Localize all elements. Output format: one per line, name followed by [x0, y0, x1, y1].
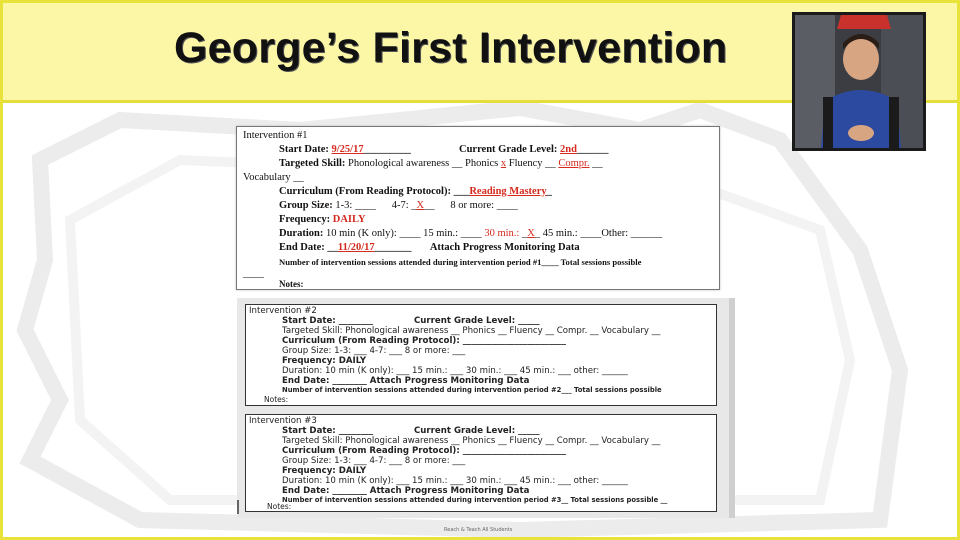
grade-level-value: 2nd — [560, 144, 577, 155]
end-date-value: 11/20/17 — [337, 242, 375, 253]
curriculum-value: Reading Mastery — [469, 186, 547, 197]
targeted-skill-label: Targeted Skill: — [279, 158, 346, 169]
skill-options-b: Fluency __ — [508, 158, 556, 169]
skill-phonics-mark: x — [500, 158, 507, 169]
form-heading: Intervention #2 — [249, 306, 317, 316]
skill-compr: Compr. — [558, 158, 590, 169]
sessions-line: Number of intervention sessions attended during intervention period #2___ Total sessions possible — [282, 386, 662, 394]
sessions-line: Number of intervention sessions attended during intervention period #1____ Total sessions possible — [279, 257, 642, 267]
duration-label: Duration: — [279, 228, 324, 239]
group-size-line: Group Size: 1-3: ___ 4-7: ___ 8 or more: ___ — [282, 456, 466, 466]
group-size-a: 1-3: ____ — [335, 200, 376, 211]
duration-30: 30 min.: — [484, 228, 520, 239]
grade-level-line: Current Grade Level: _____ — [414, 426, 540, 436]
frequency-value: DAILY — [332, 214, 366, 225]
frequency-line: Frequency: DAILY — [282, 356, 367, 366]
slide-title: George’s First Intervention — [174, 24, 728, 72]
duration-b: 45 min.: ____Other: ______ — [542, 228, 663, 239]
group-size-mark: X — [416, 200, 425, 211]
notes-label: Notes: — [279, 279, 304, 289]
grade-level-line: Current Grade Level: _____ — [414, 316, 540, 326]
intervention-3-form — [245, 414, 717, 512]
group-size-b: 4-7: — [391, 200, 409, 211]
end-date-label: End Date: — [279, 242, 325, 253]
skill-tail: __ — [592, 158, 603, 169]
duration-a: 10 min (K only): ____ 15 min.: ____ — [325, 228, 482, 239]
grade-level-label: Current Grade Level: — [459, 144, 558, 155]
duration-line: Duration: 10 min (K only): ___ 15 min.: ___ 30 min.: ___ 45 min.: ___ other: ______ — [282, 366, 628, 376]
group-size-line: Group Size: 1-3: ___ 4-7: ___ 8 or more: ___ — [282, 346, 466, 356]
curriculum-line: Curriculum (From Reading Protocol): ________________________ — [282, 446, 566, 456]
targeted-skill-line: Targeted Skill: Phonological awareness __ Phonics __ Fluency __ Compr. __ Vocabulary __ — [282, 436, 661, 446]
frequency-line: Frequency: DAILY — [282, 466, 367, 476]
targeted-skill-line: Targeted Skill: Phonological awareness __ Phonics __ Fluency __ Compr. __ Vocabulary __ — [282, 326, 661, 336]
form-heading: Intervention #3 — [249, 416, 317, 426]
duration-line: Duration: 10 min (K only): ___ 15 min.: ___ 30 min.: ___ 45 min.: ___ other: ______ — [282, 476, 628, 486]
intervention-3-notes-label: Notes: — [267, 502, 292, 511]
form-heading: Intervention #1 — [243, 130, 308, 141]
sessions-line: Number of intervention sessions attended during intervention period #3__ Total sessions possible __ — [282, 496, 668, 504]
group-size-c: 8 or more: ____ — [450, 200, 518, 211]
start-date-line: Start Date: ________ — [282, 426, 374, 436]
frequency-label: Frequency: — [279, 214, 331, 225]
start-date-label: Start Date: — [279, 144, 329, 155]
sessions-blank: ____ — [243, 268, 264, 279]
start-date-line: Start Date: ________ — [282, 316, 374, 326]
duration-mark: X — [527, 228, 535, 239]
curriculum-line: Curriculum (From Reading Protocol): ________________________ — [282, 336, 566, 346]
vocabulary-option: Vocabulary __ — [243, 172, 304, 183]
group-size-label: Group Size: — [279, 200, 333, 211]
end-date-line: End Date: ________ Attach Progress Monitoring Data — [282, 486, 530, 496]
page-edge-mark — [237, 500, 239, 514]
start-date-value: 9/25/17 — [331, 144, 364, 155]
curriculum-label: Curriculum (From Reading Protocol): — [279, 186, 451, 197]
footer-caption: Reach & Teach All Students — [444, 527, 513, 533]
intervention-1-form: Intervention #1 Start Date: 9/25/17_________ Current Grade Level: 2nd______ Targeted Skill: Phonological awareness __ Phonics x Fluency __ Compr. __ Vocabulary __ Curriculum (From Reading Protocol): ___Reading Mastery_ Group Size: 1-3: ____ 4-7: _X__ 8 or more: ____ Frequency: DAILY Duration: 10 min (K only): ____ 15 min.: ____ 30 min.: _X_ 45 min.: ____Other: ______ End Date: __11/20/17_______ Attach Progress Monitoring Data Number of intervention sessions attended during intervention period #1____ Total sessions possible ____ Notes: — [236, 126, 720, 290]
end-date-line: End Date: ________ Attach Progress Monitoring Data — [282, 376, 530, 386]
skill-options-a: Phonological awareness __ Phonics — [348, 158, 499, 169]
attach-progress: Attach Progress Monitoring Data — [429, 242, 580, 253]
notes-label: Notes: — [264, 395, 289, 404]
student-photo — [792, 12, 926, 151]
intervention-2-form — [245, 304, 717, 406]
